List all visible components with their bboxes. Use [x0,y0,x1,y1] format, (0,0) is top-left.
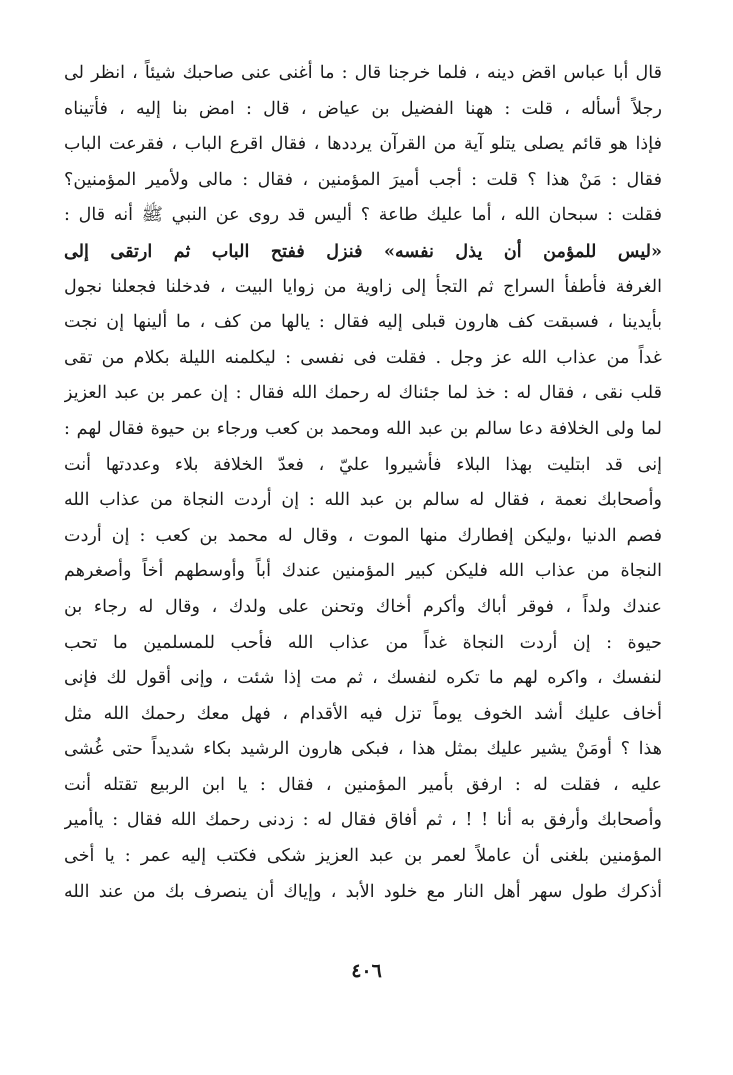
text-line: أخاف عليك أشد الخوف يوماً تزل فيه الأقدام ، فهل معك رحمك الله مثل [64,703,662,724]
text-line: فقال : مَنْ هذا ؟ قلت : أجب أميرَ المؤمنين ، فقال : مالى ولأمير المؤمنين؟ [64,169,662,190]
text-line: لما ولى الخلافة دعا سالم بن عبد الله ومحمد بن كعب ورجاء بن حيوة فقال لهم : [64,418,662,439]
text-line: المؤمنين بلغنى أن عاملاً لعمر بن عبد العزيز شكى فكتب إليه عمر : يا أخى [64,846,662,867]
text-line: فإذا هو قائم يصلى يتلو آية من القرآن يرددها ، فقال اقرع الباب ، فقرعت الباب [64,134,662,155]
body-text [64,56,662,910]
text-line: عندك ولداً ، فوقر أباك وأكرم أخاك وتحنن على ولدك ، وقال له رجاء بن [64,596,662,617]
text-line: حيوة : إن أردت النجاة غداً من عذاب الله فأحب للمسلمين ما تحب [64,632,662,653]
text-line: غداً من عذاب الله عز وجل . فقلت فى نفسى : ليكلمنه الليلة بكلام من تقى [64,347,662,368]
text-line: إنى قد ابتليت بهذا البلاء فأشيروا عليّ ، فعدّ الخلافة بلاء وعددتها أنت [64,454,662,475]
text-line: فصم الدنيا ،وليكن إفطارك منها الموت ، وقال له محمد بن كعب : إن أردت [64,525,662,546]
text-line: بأيدينا ، فسبقت كف هارون قبلى إليه فقال : يالها من كف ، ما ألينها إن نجت [64,312,662,333]
text-line: قلب نقى ، فقال له : خذ لما جئناك له رحمك الله فقال : إن عمر بن عبد العزيز [64,383,662,404]
text-line: وأصحابك وأرفق به أنا ! ! ، ثم أفاق فقال له : زدنى رحمك الله فقال : ياأمير [64,810,662,831]
text-line: أذكرك طول سهر أهل النار مع خلود الأبد ، وإياك أن ينصرف بك من عند الله [64,881,662,902]
text-line: وأصحابك نعمة ، فقال له سالم بن عبد الله : إن أردت النجاة من عذاب الله [64,490,662,511]
text-line: رجلاً أسأله ، قلت : ههنا الفضيل بن عياض ، قال : امض بنا إليه ، فأتيناه [64,98,662,119]
text-line: لنفسك ، واكره لهم ما تكره لنفسك ، ثم مت إذا شئت ، وإنى أقول لك فإنى [64,668,662,689]
text-line: عليه ، فقلت له : ارفق بأمير المؤمنين ، فقال : يا ابن الربيع تقتله أنت [64,774,662,795]
hadith-quote-line: «ليس للمؤمن أن يذل نفسه» فنزل ففتح الباب ثم ارتقى إلى [64,240,662,262]
text-line: هذا ؟ أومَنْ يشير عليك بمثل هذا ، فبكى هارون الرشيد بكاء شديداً حتى غُشى [64,739,662,760]
text-line: النجاة من عذاب الله فليكن كبير المؤمنين عندك أباً وأوسطهم أخاً وأصغرهم [64,561,662,582]
text-line: قال أبا عباس اقض دينه ، فلما خرجنا قال : ما أغنى عنى صاحبك شيئاً ، انظر لى [64,63,662,83]
page-number: ٤٠٦ [351,960,382,982]
text-line: فقلت : سبحان الله ، أما عليك طاعة ؟ أليس قد روى عن النبي ﷺ أنه قال : [64,205,662,226]
text-line: الغرفة فأطفأ السراج ثم التجأ إلى زاوية من زوايا البيت ، فدخلنا فجعلنا نجول [64,276,662,297]
